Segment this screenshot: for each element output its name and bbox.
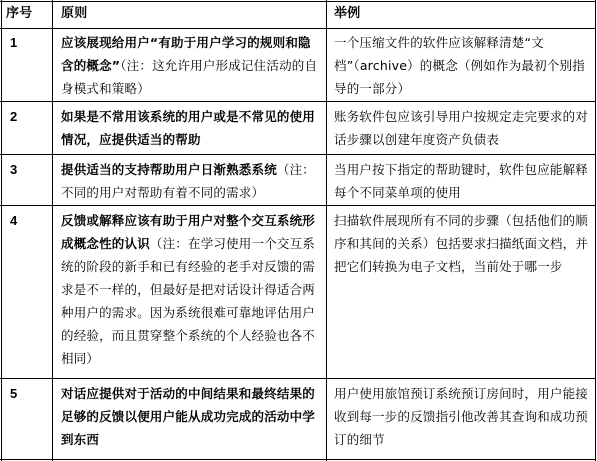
principle-cell [61,105,323,151]
principle-cell [61,209,323,370]
principle-note: （注：在学习使用一个交互系统的阶段的新手和已有经验的老手对反馈的需求是不一样的，但最好是把对话设计得适合两种用户的需求。因为系统很难可靠地评估用户的经验，而且贯穿整个系统的个人经验也各不相同） [61,236,316,366]
principle-note: （注：这允许用户形成记住活动的自身模式和策略） [61,58,318,96]
principle-cell [61,158,323,204]
row-number: 2 [10,109,18,124]
row-divider [0,101,596,102]
example-cell: 用户使用旅馆预订系统预订房间时，用户能接收到每一步的反馈指引他改善其查询和成功预订的细节 [334,386,589,447]
principle-note: （注：不同的用户对帮助有着不同的需求） [61,162,316,200]
header-example: 举例 [334,6,361,21]
column-divider [52,0,53,461]
row-number: 1 [10,35,18,50]
table-border-left [1,0,2,461]
row-number: 5 [10,386,18,401]
principle-text: 应该展现给用户“有助于用户学习的规则和隐含的概念” [61,35,311,73]
row-divider [0,378,596,379]
row-number: 4 [10,213,18,228]
example-cell: 账务软件包应该引导用户按规定走完要求的对话步骤以创建年度资产负债表 [334,109,589,147]
principle-text: 提供适当的支持帮助用户日渐熟悉系统 [61,162,277,177]
table-border-right [595,0,596,461]
table-border-top [0,1,596,2]
principle-text: 如果是不常用该系统的用户或是不常见的使用情况，应提供适当的帮助 [61,109,316,147]
principle-text: 对话应提供对于活动的中间结果和最终结果的足够的反馈以便用户能从成功完成的活动中学到东西 [61,386,316,447]
header-divider [0,28,596,29]
row-divider [0,205,596,206]
row-divider [0,154,596,155]
example-cell: 一个压缩文件的软件应该解释清楚“文档”（archive）的概念（例如作为最初个别指导的一部分） [334,35,585,96]
example-cell: 当用户按下指定的帮助键时，软件包应能解释每个不同菜单项的使用 [334,162,589,200]
example-cell: 扫描软件展现所有不同的步骤（包括他们的顺序和其间的关系）包括要求扫描纸面文档，并把它们转换为电子文档，当前处于哪一步 [334,213,589,274]
header-principle: 原则 [61,6,88,21]
header-number: 序号 [6,6,33,21]
principle-cell [61,382,323,451]
column-divider [326,0,327,461]
principle-cell [61,31,323,100]
principle-text: 反馈或解释应该有助于用户对整个交互系统形成概念性的认识 [61,213,316,251]
row-divider [0,459,596,460]
row-number: 3 [10,162,18,177]
